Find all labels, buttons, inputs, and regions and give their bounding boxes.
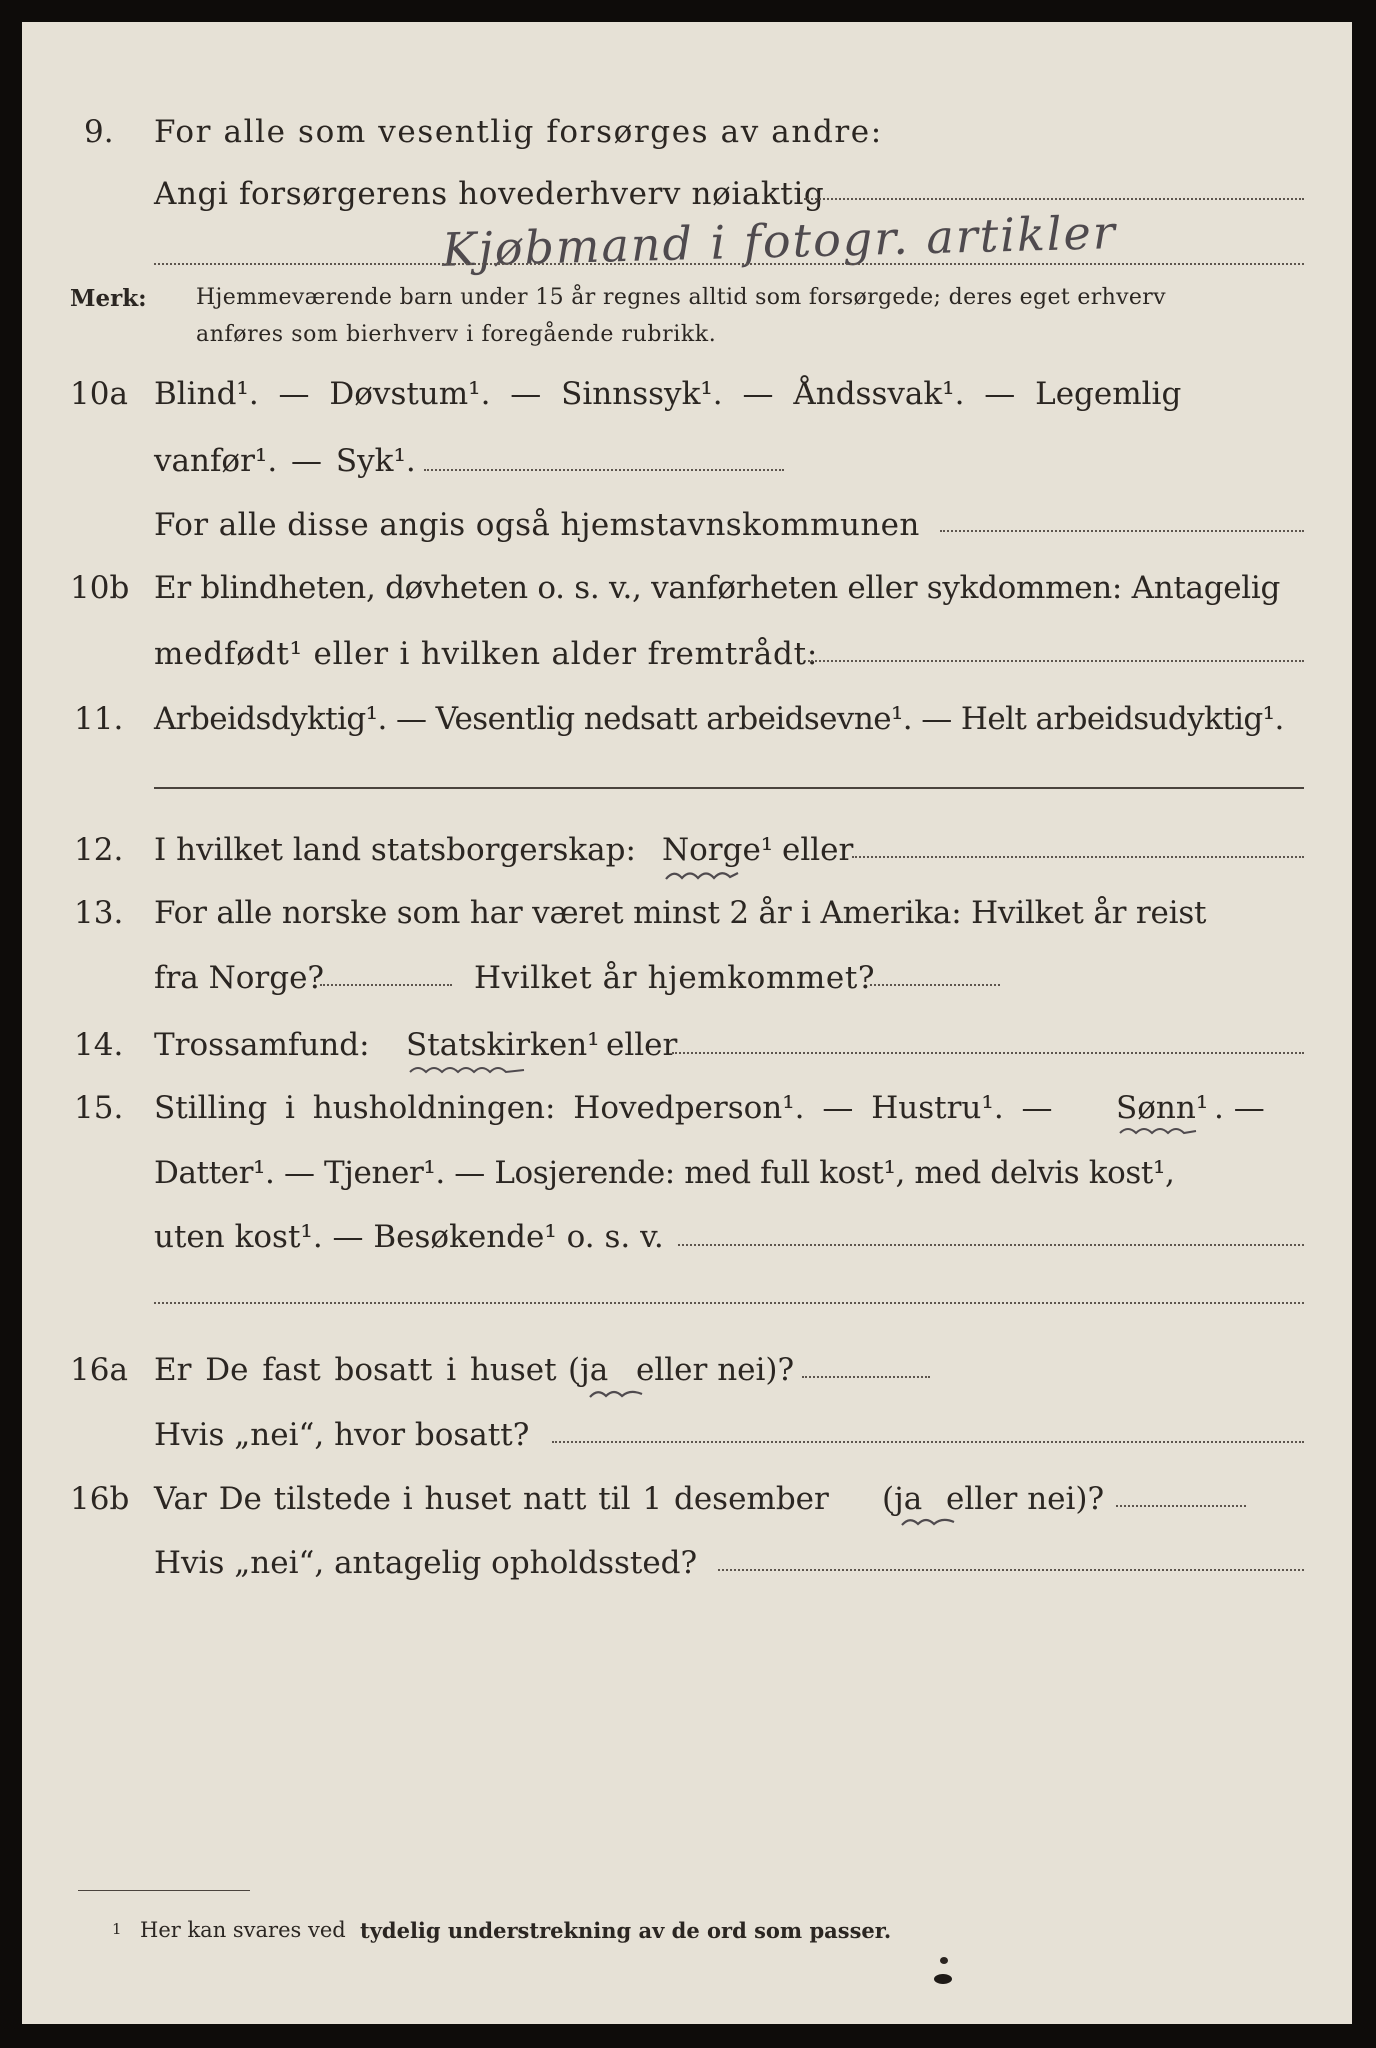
- q12-underline-mark: [664, 867, 740, 885]
- note-label: Merk:: [70, 285, 147, 312]
- q9-answer-line-2[interactable]: [154, 263, 1304, 265]
- q16a-number: 16a: [70, 1352, 128, 1388]
- q16b-answer-line-1[interactable]: [1116, 1505, 1246, 1507]
- footnote-text-plain: Her kan svares ved: [140, 1918, 346, 1942]
- q12-line1-prefix: I hvilket land statsborgerskap:: [154, 832, 636, 868]
- q12-number: 12.: [74, 832, 124, 868]
- q10a-line2: vanfør¹. — Syk¹.: [154, 443, 416, 479]
- footnote-mark: 1: [112, 1920, 122, 1938]
- q13-answer-line-1[interactable]: [320, 984, 452, 986]
- q9-line2: Angi forsørgerens hovederhverv nøiaktig: [154, 176, 825, 212]
- q9-handwritten-answer: Kjøbmand i fotogr. artikler: [441, 205, 1118, 277]
- q16a-line1-prefix: Er De fast bosatt i huset: [154, 1352, 557, 1388]
- q15-marked-option: Sønn¹: [1116, 1090, 1209, 1126]
- q16a-underline-mark: [588, 1386, 644, 1402]
- q15-line2: Datter¹. — Tjener¹. — Losjerende: med full kost¹, med delvis kost¹,: [154, 1155, 1175, 1191]
- q13-line1: For alle norske som har været minst 2 år i Amerika: Hvilket år reist: [154, 895, 1207, 931]
- q15-line3: uten kost¹. — Besøkende¹ o. s. v.: [154, 1219, 664, 1255]
- ink-blot: [934, 1974, 952, 1984]
- q13-number: 13.: [74, 895, 124, 931]
- q14-marked-option: Statskirken¹: [406, 1027, 600, 1063]
- q10a-line3: For alle disse angis også hjemstavnskommunen: [154, 507, 920, 543]
- q10b-answer-line[interactable]: [808, 660, 1304, 662]
- footnote-rule: [78, 1890, 250, 1891]
- q16b-line1-suffix: eller nei)?: [946, 1481, 1105, 1517]
- q16a-line1-suffix: eller nei)?: [636, 1352, 795, 1388]
- q10b-number: 10b: [70, 570, 130, 606]
- q15-line1-suffix: . —: [1214, 1090, 1265, 1126]
- q16b-marked-option: (ja: [882, 1481, 923, 1517]
- q15-line1-prefix: Stilling i husholdningen: Hovedperson¹. — Hustru¹. —: [154, 1090, 1053, 1126]
- q10a-answer-line-1[interactable]: [424, 469, 784, 471]
- q16a-answer-line-2[interactable]: [552, 1441, 1304, 1443]
- q15-answer-line-2[interactable]: [154, 1302, 1304, 1304]
- q16b-line1-prefix: Var De tilstede i huset natt til 1 desember: [154, 1481, 829, 1517]
- q14-prefix: Trossamfund:: [154, 1027, 370, 1063]
- ink-spot: [940, 1957, 948, 1964]
- q10b-line1: Er blindheten, døvheten o. s. v., vanførheten eller sykdommen: Antagelig: [154, 570, 1281, 606]
- q12-line1-suffix: eller: [782, 832, 854, 868]
- q9-line1: For alle som vesentlig forsørges av andre:: [154, 114, 883, 150]
- q15-number: 15.: [74, 1090, 124, 1126]
- q16a-answer-line-1[interactable]: [802, 1376, 930, 1378]
- q16a-marked-option: (ja: [568, 1352, 609, 1388]
- q16a-line2: Hvis „nei“, hvor bosatt?: [154, 1417, 530, 1453]
- q13-line2b: Hvilket år hjemkommet?: [474, 960, 876, 996]
- q16b-number: 16b: [70, 1481, 130, 1517]
- q16b-answer-line-2[interactable]: [718, 1569, 1304, 1571]
- q13-answer-line-2[interactable]: [870, 984, 1000, 986]
- q15-underline-mark: [1118, 1123, 1198, 1139]
- q12-answer-line[interactable]: [852, 856, 1304, 858]
- q10b-line2: medfødt¹ eller i hvilken alder fremtrådt:: [154, 636, 819, 672]
- q9-number: 9.: [84, 114, 114, 150]
- q10a-line1: Blind¹. — Døvstum¹. — Sinnssyk¹. — Åndssvak¹. — Legemlig: [154, 376, 1182, 412]
- note-line2: anføres som bierhverv i foregående rubrikk.: [196, 322, 717, 347]
- q14-suffix: eller: [606, 1027, 678, 1063]
- q13-line2a: fra Norge?: [154, 960, 325, 996]
- q14-underline-mark: [408, 1062, 528, 1078]
- q9-answer-line-1: [804, 198, 1304, 200]
- census-form-page: [22, 22, 1352, 2024]
- q15-answer-line-1[interactable]: [678, 1244, 1304, 1246]
- q11-answer-line[interactable]: [154, 787, 1304, 789]
- q10a-number: 10a: [70, 376, 128, 412]
- q14-number: 14.: [74, 1027, 124, 1063]
- note-line1: Hjemmeværende barn under 15 år regnes alltid som forsørgede; deres eget erhverv: [196, 285, 1166, 310]
- q16b-line2: Hvis „nei“, antagelig opholdssted?: [154, 1545, 698, 1581]
- q11-number: 11.: [74, 701, 124, 737]
- q11-line1: Arbeidsdyktig¹. — Vesentlig nedsatt arbeidsevne¹. — Helt arbeidsudyktig¹.: [154, 701, 1284, 737]
- q12-marked-option: Norge¹: [662, 832, 774, 868]
- q14-answer-line[interactable]: [672, 1052, 1304, 1054]
- footnote-text-bold: tydelig understrekning av de ord som passer.: [360, 1918, 892, 1943]
- q10a-answer-line-2[interactable]: [940, 530, 1304, 532]
